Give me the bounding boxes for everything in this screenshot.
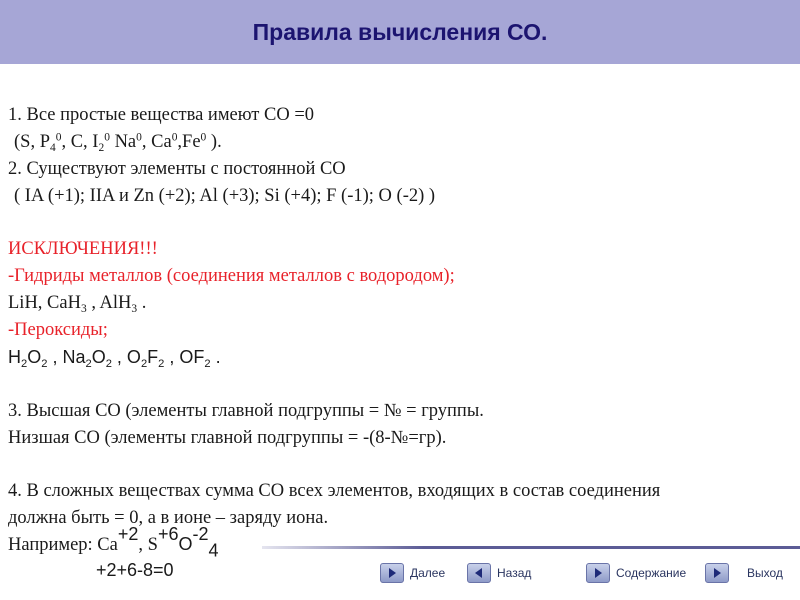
arrow-left-icon (467, 563, 491, 583)
exit-button[interactable]: Выход (705, 562, 783, 584)
exceptions-heading: ИСКЛЮЧЕНИЯ!!! (8, 239, 158, 259)
arrow-right-icon (586, 563, 610, 583)
rule-1: 1. Все простые вещества имеют СО =0 (8, 105, 315, 125)
rule-1-examples: (S, $P_4^0$, C, $I_2^0$ Na$^0$, Ca$^0$,Fe$^0$ ). (14, 131, 222, 154)
page-title: Правила вычисления СО. (252, 19, 548, 45)
rule-2: 2. Существуют элементы с постоянной СО (8, 159, 346, 179)
back-button[interactable]: Назад (467, 562, 531, 584)
peroxide-examples: $H_2O_2$ , $Na_2O_2$ , $O_2F_2$ , $OF_2$ . (8, 347, 221, 370)
navigation-divider (262, 546, 800, 549)
example-calculation: +2+6-8=0 (96, 560, 174, 580)
peroxides-note: -Пероксиды; (8, 320, 108, 340)
rule-3-higher: 3. Высшая СО (элементы главной подгруппы = № = группы. (8, 401, 484, 421)
title-bar (0, 0, 800, 64)
arrow-right-icon (380, 563, 404, 583)
hydrides-note: -Гидриды металлов (соединения металлов с водородом); (8, 266, 455, 286)
contents-button[interactable]: Содержание (586, 562, 686, 584)
rule-4-line-2: должна быть = 0, а в ионе – заряду иона. (8, 508, 329, 528)
next-button[interactable]: Далее (380, 562, 445, 584)
rule-2-list: ( IA (+1); IIA и Zn (+2); Al (+3); Si (+4); F (-1); O (-2) ) (14, 186, 436, 206)
rule-4-line-1: 4. В сложных веществах сумма СО всех элементов, входящих в состав соединения (8, 481, 661, 501)
rule-3-lower: Низшая СО (элементы главной подгруппы = -(8-№=гр). (8, 428, 447, 448)
hydride-examples: LiH, CaH$_3$ , AlH$_3$ . (8, 293, 147, 315)
rule-4-example: Например: $Ca^{+2}$, $S^{+6}O^{-2}_4$ (8, 524, 219, 561)
arrow-right-icon (705, 563, 729, 583)
